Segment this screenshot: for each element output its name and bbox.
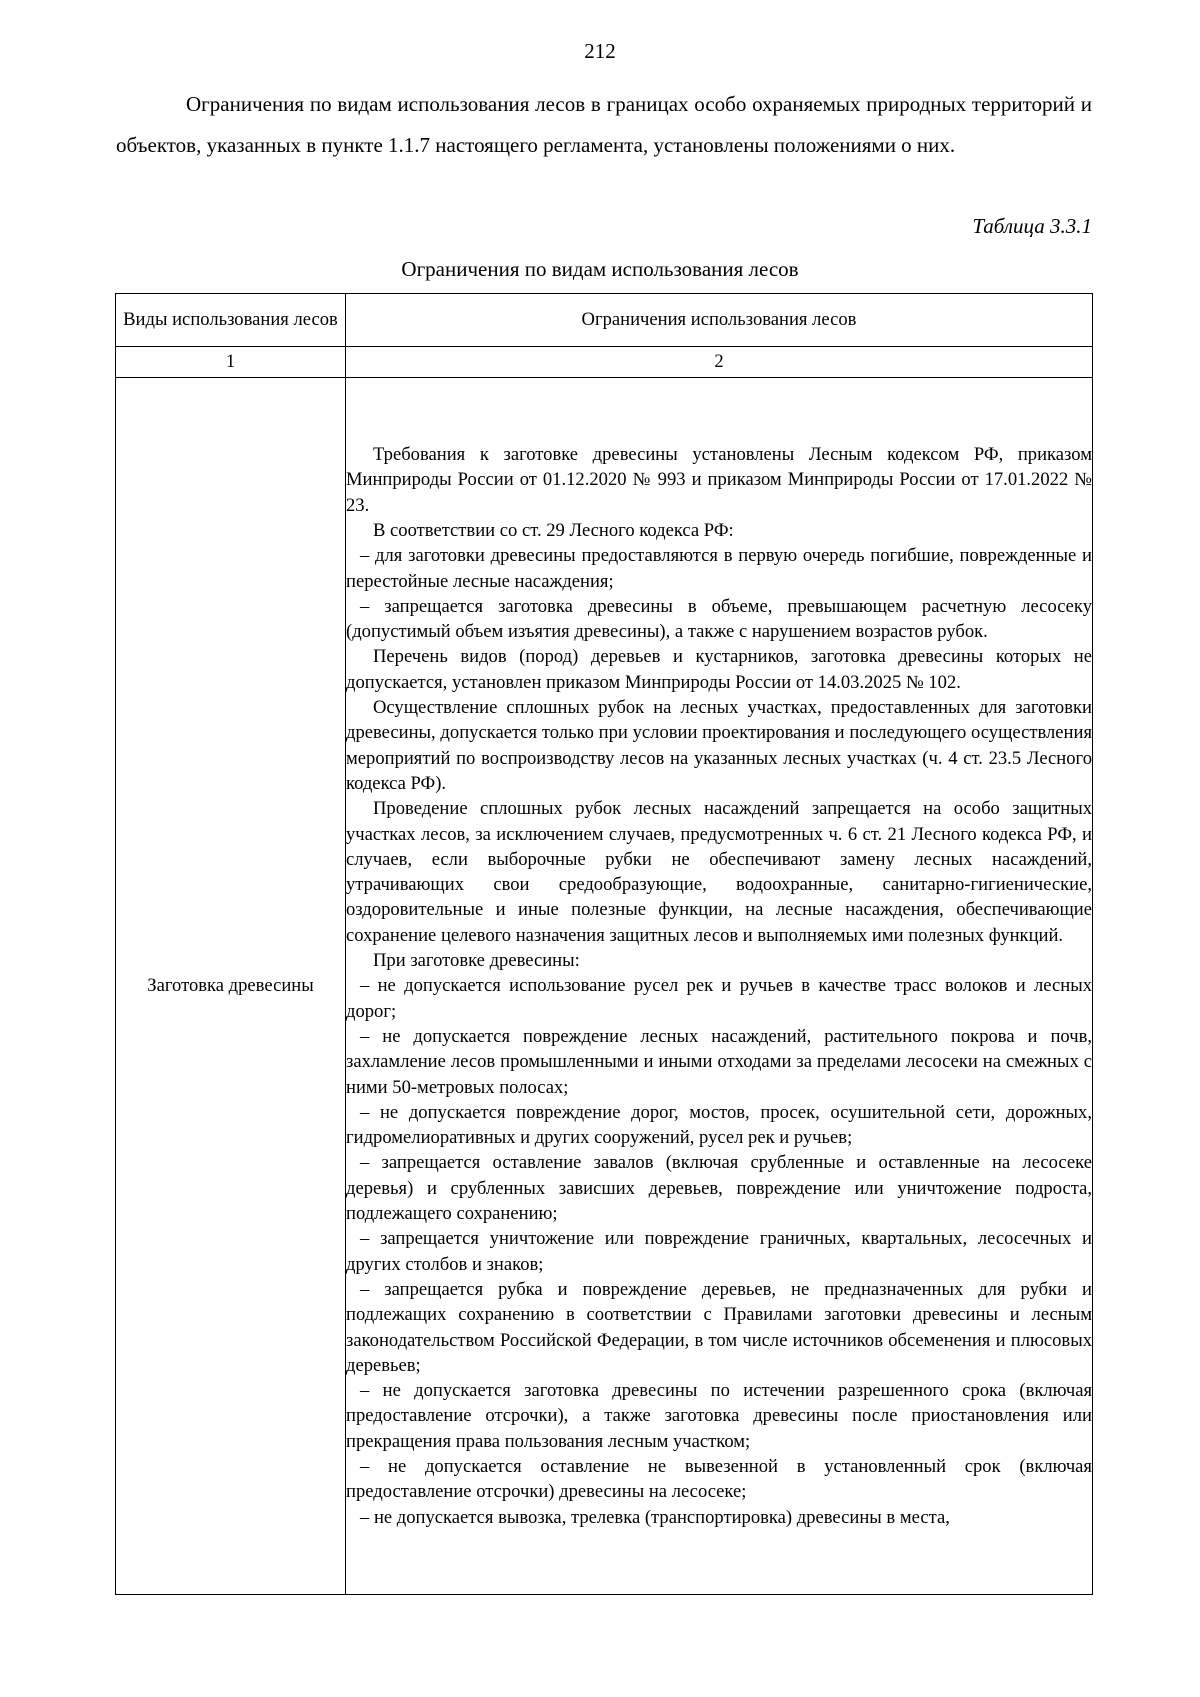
column-number-2: 2 [346,347,1093,378]
column-number-1: 1 [116,347,346,378]
restriction-paragraph: Осуществление сплошных рубок на лесных участках, предоставленных для заготовки древесины, допускается только при условии проектирования и последующего осуществления мероприятий по воспроизводству лесов на указанных лесных участках (ч. 4 ст. 23.5 Лесного кодекса РФ). [346,697,1092,794]
intro-paragraph: Ограничения по видам использования лесов в границах особо охраняемых природных территорий и объектов, указанных в пункте 1.1.7 настоящего регламента, установлены положениями о них. [116,92,1092,157]
restriction-paragraph: – не допускается повреждение лесных насаждений, растительного покрова и почв, захламление лесов промышленными и иными отходами за пределами лесосеки на смежных с ними 50-метровых полосах; [346,1025,1092,1098]
header-use-restrictions: Ограничения использования лесов [346,294,1093,347]
restriction-paragraph: – запрещается уничтожение или повреждение граничных, квартальных, лесосечных и других столбов и знаков; [346,1228,1092,1275]
header-forest-use-types: Виды использования лесов [116,294,346,347]
restriction-paragraph: – не допускается вывозка, трелевка (транспортировка) древесины в места, [360,1506,950,1528]
restriction-paragraph: – не допускается использование русел рек и ручьев в качестве трасс волоков и лесных дорог; [346,975,1092,1022]
table-row [116,378,1093,1595]
restrictions-table [115,293,1093,1595]
restriction-paragraph: – для заготовки древесины предоставляются в первую очередь погибшие, поврежденные и перестойные лесные насаждения; [346,545,1092,592]
restrictions-text-cell [346,378,1093,1595]
restriction-paragraph: Проведение сплошных рубок лесных насаждений запрещается на особо защитных участках лесов, за исключением случаев, предусмотренных ч. 6 ст. 21 Лесного кодекса РФ, и случаев, если выборочные рубки не обеспечивают замену лесных насаждений, утрачивающих свои средообразующие, водоохранные, санитарно-гигиенические, оздоровительные и иные полезные функции, на лесные насаждения, обеспечивающие сохранение целевого назначения защитных лесов и выполняемых ими полезных функций. [346,798,1092,946]
table-header-row [116,294,1093,347]
restriction-paragraph: Требования к заготовке древесины установлены Лесным кодексом РФ, приказом Минприроды России от 01.12.2020 № 993 и приказом Минприроды России от 17.01.2022 № 23. [346,444,1092,516]
column-number-row [116,347,1093,378]
restriction-paragraph: – запрещается заготовка древесины в объеме, превышающем расчетную лесосеку (допустимый объем изъятия древесины), а также с нарушением возрастов рубок. [346,595,1092,643]
restriction-paragraph: – не допускается заготовка древесины по истечении разрешенного срока (включая предоставление отсрочки), а также заготовка древесины после приостановления или прекращения права пользования лесным участком; [346,1380,1092,1452]
restriction-paragraph: – не допускается оставление не вывезенной в установленный срок (включая предоставление отсрочки) древесины на лесосеке; [346,1455,1092,1503]
activity-timber-harvesting: Заготовка древесины [116,378,346,1595]
table-title: Ограничения по видам использования лесов [401,257,799,281]
restriction-paragraph: В соответствии со ст. 29 Лесного кодекса РФ: [373,520,734,541]
restriction-paragraph: При заготовке древесины: [373,950,580,972]
table-number-label: Таблица 3.3.1 [972,214,1092,238]
restriction-paragraph: – не допускается повреждение дорог, мостов, просек, осушительной сети, дорожных, гидромелиоративных и других сооружений, русел рек и ручьев; [346,1101,1092,1149]
page-number: 212 [584,39,616,63]
restriction-paragraph: – запрещается оставление завалов (включая срубленные и оставленные на лесосеке деревья) и срубленных зависших деревьев, повреждение или уничтожение подроста, подлежащего сохранению; [346,1152,1092,1225]
restriction-paragraph: Перечень видов (пород) деревьев и кустарников, заготовка древесины которых не допускается, установлен приказом Минприроды России от 14.03.2025 № 102. [346,646,1092,693]
restriction-paragraph: – запрещается рубка и повреждение деревьев, не предназначенных для рубки и подлежащих сохранению в соответствии с Правилами заготовки древесины и лесным законодательством Российской Федерации, в том числе источников обсеменения и плюсовых деревьев; [346,1278,1092,1376]
